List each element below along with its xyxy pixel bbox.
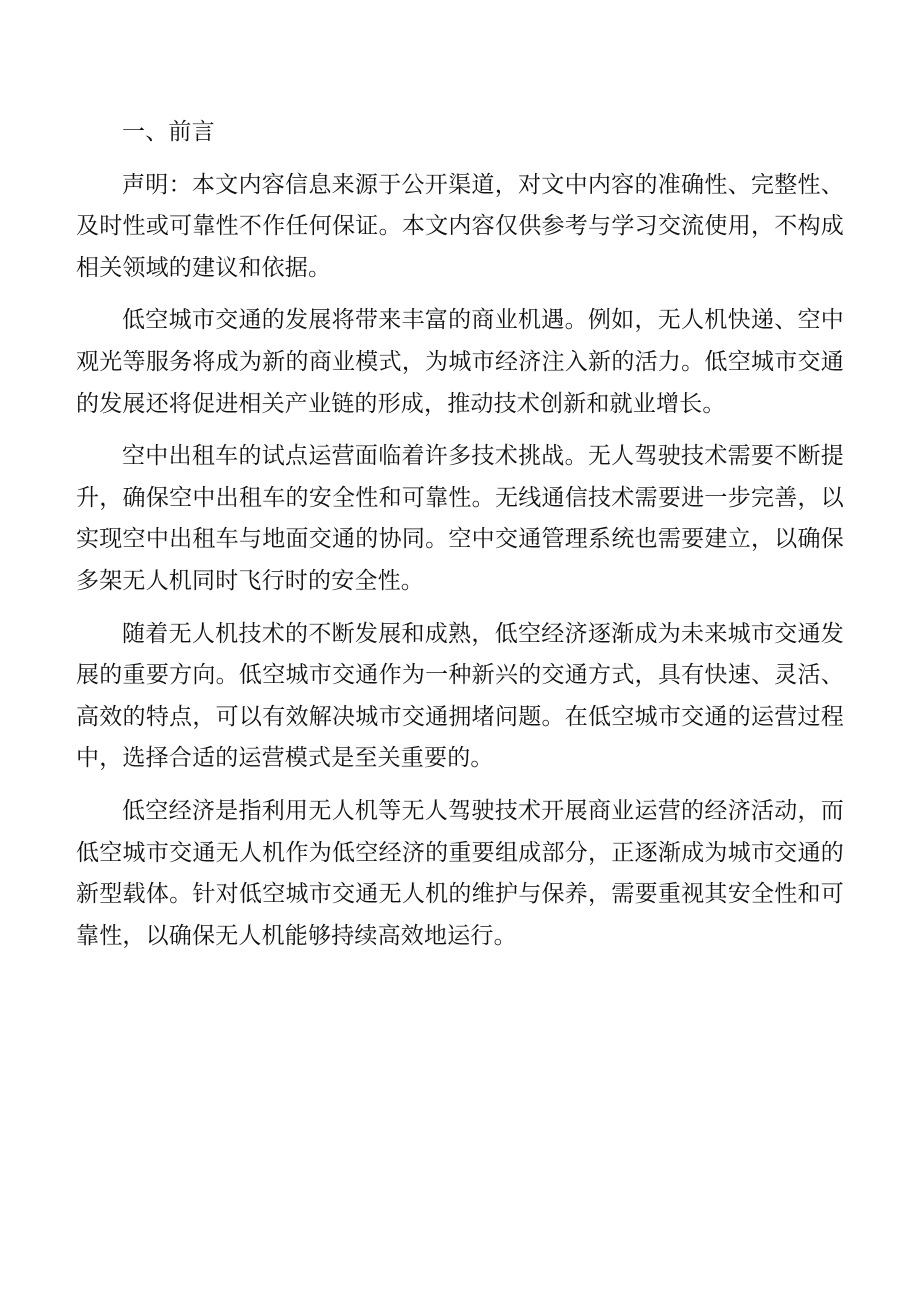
body-paragraph: 低空经济是指利用无人机等无人驾驶技术开展商业运营的经济活动，而低空城市交通无人机作为低空经济的重要组成部分，正逐渐成为城市交通的新型载体。针对低空城市交通无人机的维护与保养，需要重视其安全性和可靠性，以确保无人机能够持续高效地运行。 — [76, 797, 844, 949]
body-paragraph: 低空城市交通的发展将带来丰富的商业机遇。例如，无人机快递、空中观光等服务将成为新的商业模式，为城市经济注入新的活力。低空城市交通的发展还将促进相关产业链的形成，推动技术创新和就业增长。 — [76, 307, 844, 417]
disclaimer-paragraph: 声明：本文内容信息来源于公开渠道，对文中内容的准确性、完整性、及时性或可靠性不作任何保证。本文内容仅供参考与学习交流使用，不构成相关领域的建议和依据。 — [76, 171, 844, 281]
section-heading: 一、前言 — [122, 119, 215, 145]
document-body — [76, 112, 844, 957]
body-paragraph: 空中出租车的试点运营面临着许多技术挑战。无人驾驶技术需要不断提升，确保空中出租车的安全性和可靠性。无线通信技术需要进一步完善，以实现空中出租车与地面交通的协同。空中交通管理系统也需要建立，以确保多架无人机同时飞行时的安全性。 — [76, 443, 844, 594]
body-paragraph: 随着无人机技术的不断发展和成熟，低空经济逐渐成为未来城市交通发展的重要方向。低空城市交通作为一种新兴的交通方式，具有快速、灵活、高效的特点，可以有效解决城市交通拥堵问题。在低空城市交通的运营过程中，选择合适的运营模式是至关重要的。 — [76, 620, 844, 772]
